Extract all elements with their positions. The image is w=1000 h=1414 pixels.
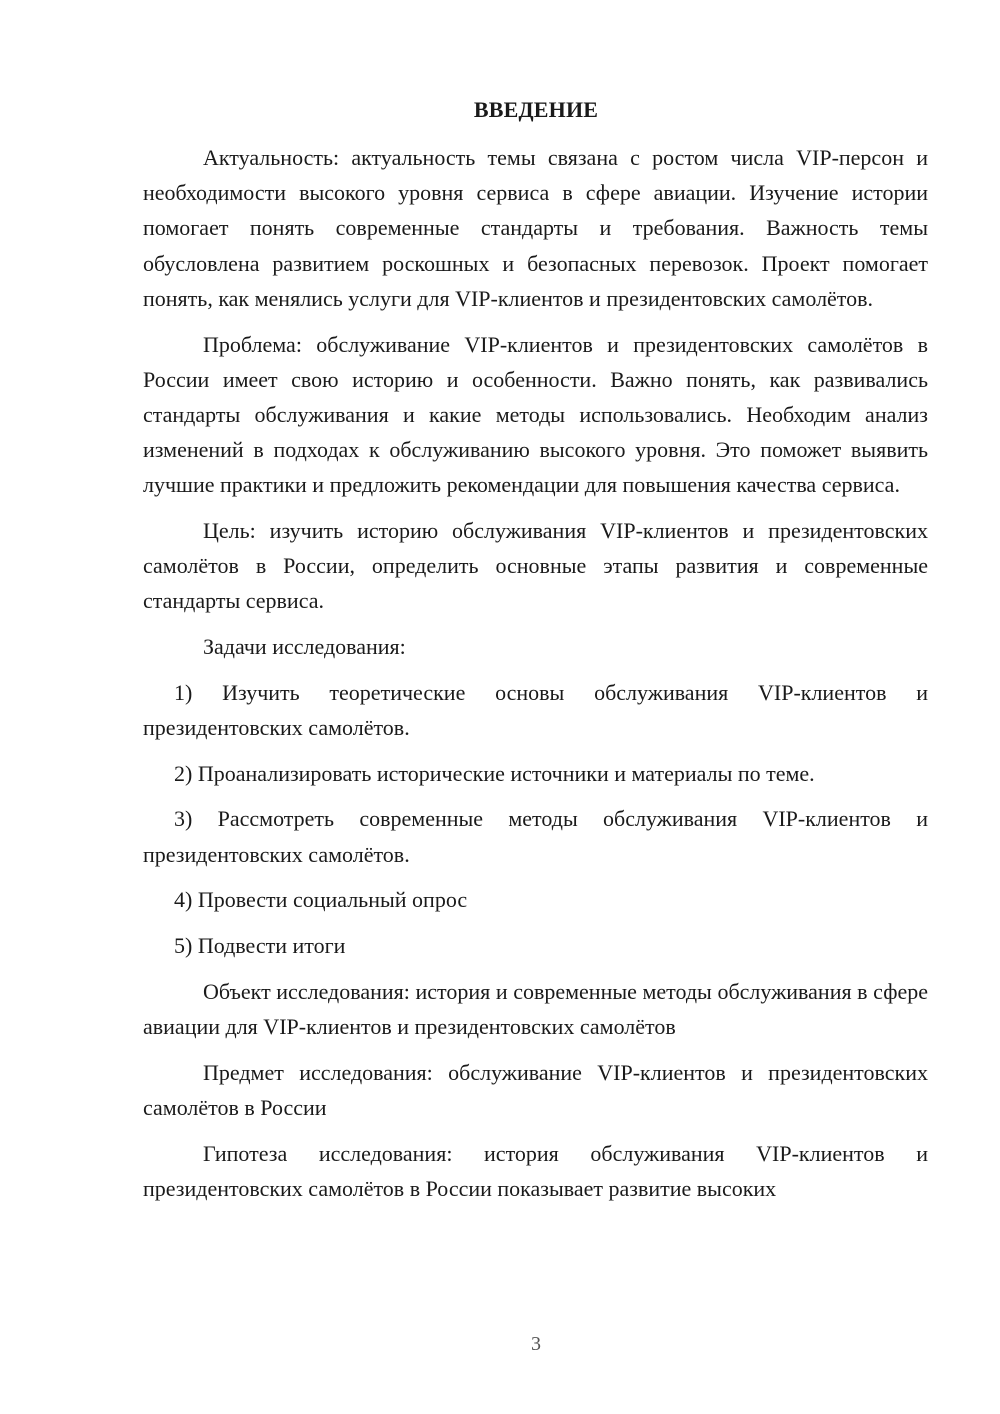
task-item-2: 2) Проанализировать исторические источники и материалы по теме. (174, 760, 815, 786)
paragraph-relevance: Актуальность: актуальность темы связана с ростом числа VIP-персон и необходимости высокого уровня сервиса в сфере авиации. Изучение истории помогает понять современные стандарты и требования. Важность темы обусловлена развитием роскошных и безопасных перевозок. Проект помогает понять, как менялись услуги для VIP-клиентов и президентовских самолётов. (143, 145, 928, 311)
task-item-4: 4) Провести социальный опрос (174, 887, 468, 913)
task-item-1: 1) Изучить теоретические основы обслуживания VIP-клиентов и президентовских самолётов. (143, 679, 928, 741)
task-item-3: 3) Рассмотреть современные методы обслуживания VIP-клиентов и президентовских самолётов. (143, 806, 928, 867)
paragraph-tasks-title: Задачи исследования: (203, 634, 406, 660)
paragraph-problem: Проблема: обслуживание VIP-клиентов и президентовских самолётов в России имеет свою историю и особенности. Важно понять, как развивались стандарты обслуживания и какие методы использовались. Необходим анализ изменений в подходах к обслуживанию высокого уровня. Это поможет выявить лучшие практики и предложить рекомендации для повышения качества сервиса. (143, 331, 928, 498)
paragraph-hypothesis: Гипотеза исследования: история обслуживания VIP-клиентов и президентовских самолётов в России показывает развитие высоких (143, 1140, 928, 1201)
body-text (143, 140, 928, 1216)
section-heading: ВВЕДЕНИЕ (473, 97, 599, 122)
paragraph-subject: Предмет исследования: обслуживание VIP-клиентов и президентовских самолётов в России (143, 1059, 928, 1120)
paragraph-object: Объект исследования: история и современные методы обслуживания в сфере авиации для VIP-клиентов и президентовских самолётов (143, 978, 928, 1039)
page-number: 3 (531, 1333, 541, 1355)
task-item-5: 5) Подвести итоги (174, 933, 346, 959)
paragraph-goal: Цель: изучить историю обслуживания VIP-клиентов и президентовских самолётов в России, определить основные этапы развития и современные стандарты сервиса. (143, 518, 928, 614)
